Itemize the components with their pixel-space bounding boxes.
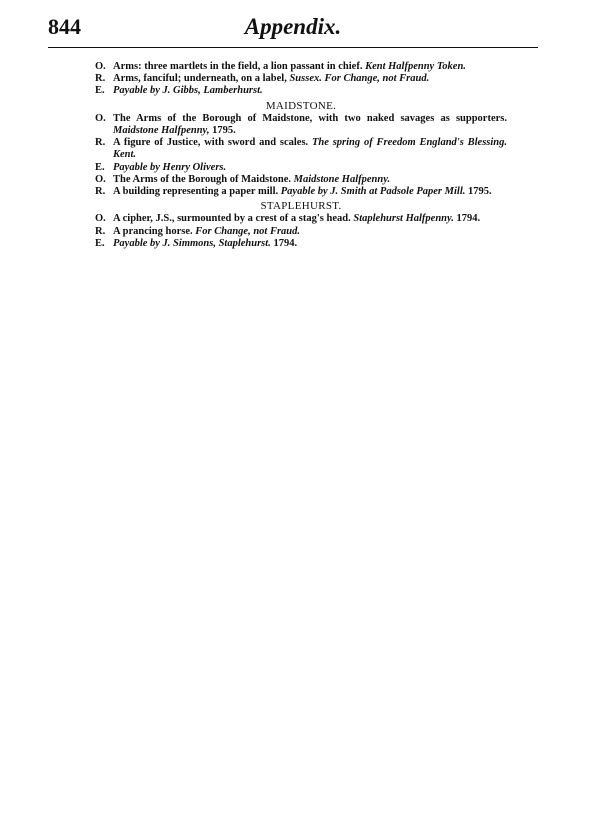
coin-entry <box>95 61 507 73</box>
coin-entry <box>95 162 507 174</box>
entry-legend: Sussex. <box>289 73 322 85</box>
coin-entry <box>95 73 507 85</box>
section-heading-maidstone: MAIDSTONE. <box>265 99 337 112</box>
section-heading-staplehurst: STAPLEHURST. <box>260 200 342 213</box>
entry-label: R. <box>95 225 106 237</box>
entry-legend: Payable by J. Smith at Padsole Paper Mill. <box>280 186 466 198</box>
coin-entry <box>95 213 507 225</box>
entry-label: O. <box>95 112 106 124</box>
entry-legend: Staplehurst Halfpenny. <box>353 213 454 225</box>
entry-text: A prancing horse. <box>113 225 196 237</box>
header-rule <box>48 47 538 48</box>
entry-legend: Maidstone Halfpenny, <box>113 125 210 137</box>
page-header <box>48 14 538 48</box>
page-body <box>95 61 507 250</box>
entry-legend: Payable by J. Gibbs, Lamberhurst. <box>113 85 263 97</box>
entry-legend: Payable by J. Simmons, Staplehurst. <box>113 237 271 249</box>
entry-text: 1795. <box>465 186 492 198</box>
entry-text: Arms: three martlets in the field, a lion passant in chief. <box>113 61 366 72</box>
entry-legend: For Change, not Fraud. <box>195 225 301 237</box>
entry-text: A building representing a paper mill. <box>113 186 281 198</box>
entry-text: The Arms of the Borough of Maidstone. <box>113 173 294 185</box>
entry-legend: The spring of Freedom England's Blessing. Kent. <box>113 137 508 161</box>
entry-text: 1794. <box>453 213 481 225</box>
entry-legend: Payable by Henry Olivers. <box>113 161 227 173</box>
entry-label: E. <box>95 237 105 249</box>
entry-text: A cipher, J.S., surmounted by a crest of a stag's head. <box>113 213 354 225</box>
entry-legend: Kent Halfpenny Token. <box>365 61 466 72</box>
coin-entry <box>95 186 507 198</box>
entry-label: O. <box>95 173 106 185</box>
entry-text: 1795. <box>209 125 236 137</box>
coin-entry <box>95 174 507 186</box>
coin-entry <box>95 238 507 250</box>
entry-label: R. <box>95 73 106 85</box>
coin-entry <box>95 85 507 97</box>
entry-label: R. <box>95 186 106 198</box>
entry-label: O. <box>95 61 106 72</box>
entry-text: Arms, fanciful; underneath, on a label, <box>113 73 290 85</box>
running-head: Appendix. <box>244 14 342 39</box>
entry-text: The Arms of the Borough of Maidstone, with two naked savages as supporters. <box>113 112 507 124</box>
entry-label: O. <box>95 213 106 225</box>
entry-text: 1794. <box>270 237 298 249</box>
entry-legend: For Change, not Fraud. <box>324 73 430 85</box>
entry-label: E. <box>95 161 105 173</box>
entry-label: E. <box>95 85 105 97</box>
entry-text: A figure of Justice, with sword and scales. <box>113 137 312 149</box>
page-number: 844 <box>48 14 81 39</box>
coin-entry <box>95 137 507 161</box>
entry-label: R. <box>95 137 106 149</box>
entry-legend: Maidstone Halfpenny. <box>293 173 391 185</box>
coin-entry <box>95 226 507 238</box>
coin-entry <box>95 113 507 137</box>
